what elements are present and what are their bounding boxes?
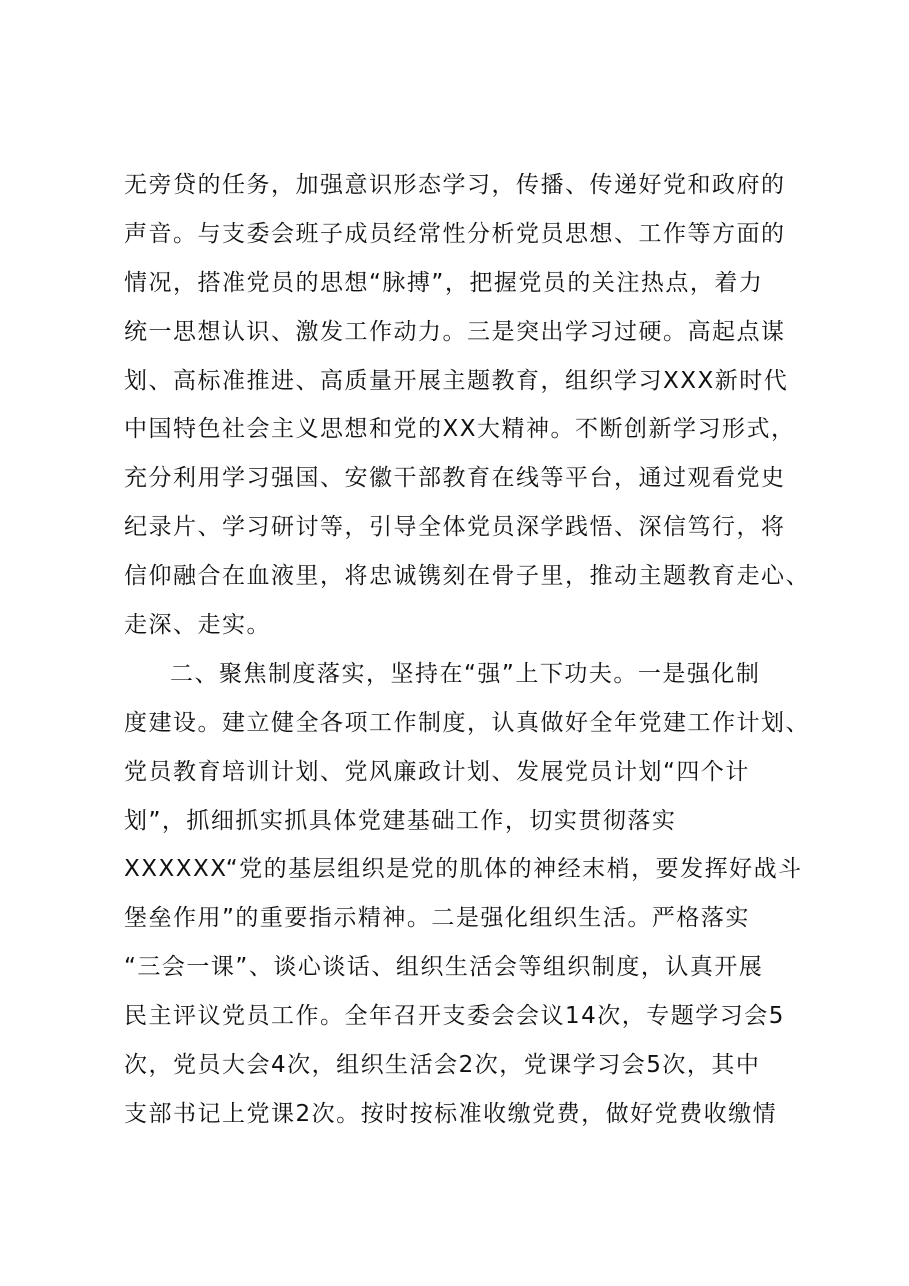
- text-line: 堡垒作用”的重要指示精神。二是强化组织生活。严格落实: [124, 905, 750, 932]
- text-line: 情况，搭准党员的思想“脉搏”，把握党员的关注热点，着力: [124, 269, 764, 296]
- text-line: 划”，抓细抓实抓具体党建基础工作，切实贯彻落实: [124, 807, 677, 834]
- text-line: 次，党员大会4次，组织生活会2次，党课学习会5次，其中: [124, 1052, 761, 1079]
- text-line: 信仰融合在血液里，将忠诚镌刻在骨子里，推动主题教育走心、: [124, 563, 810, 590]
- text-line: 支部书记上党课2次。按时按标准收缴党费，做好党费收缴情: [124, 1100, 778, 1127]
- paragraph-start-line: 二、聚焦制度落实，坚持在“强”上下功夫。一是强化制: [170, 660, 761, 687]
- text-line: 纪录片、学习研讨等，引导全体党员深学践悟、深信笃行，将: [124, 514, 786, 541]
- text-line: 党员教育培训计划、党风廉政计划、发展党员计划“四个计: [124, 758, 750, 785]
- text-line: 民主评议党员工作。全年召开支委会会议14次，专题学习会5: [124, 1003, 785, 1030]
- text-line: 充分利用学习强国、安徽干部教育在线等平台，通过观看党史: [124, 465, 786, 492]
- text-line: 度建设。建立健全各项工作制度，认真做好全年党建工作计划、: [124, 709, 810, 736]
- text-line: 无旁贷的任务，加强意识形态学习，传播、传递好党和政府的: [124, 172, 786, 198]
- document-body: [124, 165, 810, 1143]
- text-line: 划、高标准推进、高质量开展主题教育，组织学习XXX新时代: [124, 367, 789, 394]
- text-line: 走深、走实。: [124, 612, 271, 639]
- text-line: 中国特色社会主义思想和党的XX大精神。不断创新学习形式，: [124, 416, 796, 443]
- text-line: XXXXXX“党的基层组织是党的肌体的神经末梢，要发挥好战斗: [124, 856, 803, 883]
- text-line: 统一思想认识、激发工作动力。三是突出学习过硬。高起点谋: [124, 318, 786, 345]
- text-line: “三会一课”、谈心谈话、组织生活会等组织制度，认真开展: [124, 954, 764, 981]
- text-line: 声音。与支委会班子成员经常性分析党员思想、工作等方面的: [124, 220, 786, 247]
